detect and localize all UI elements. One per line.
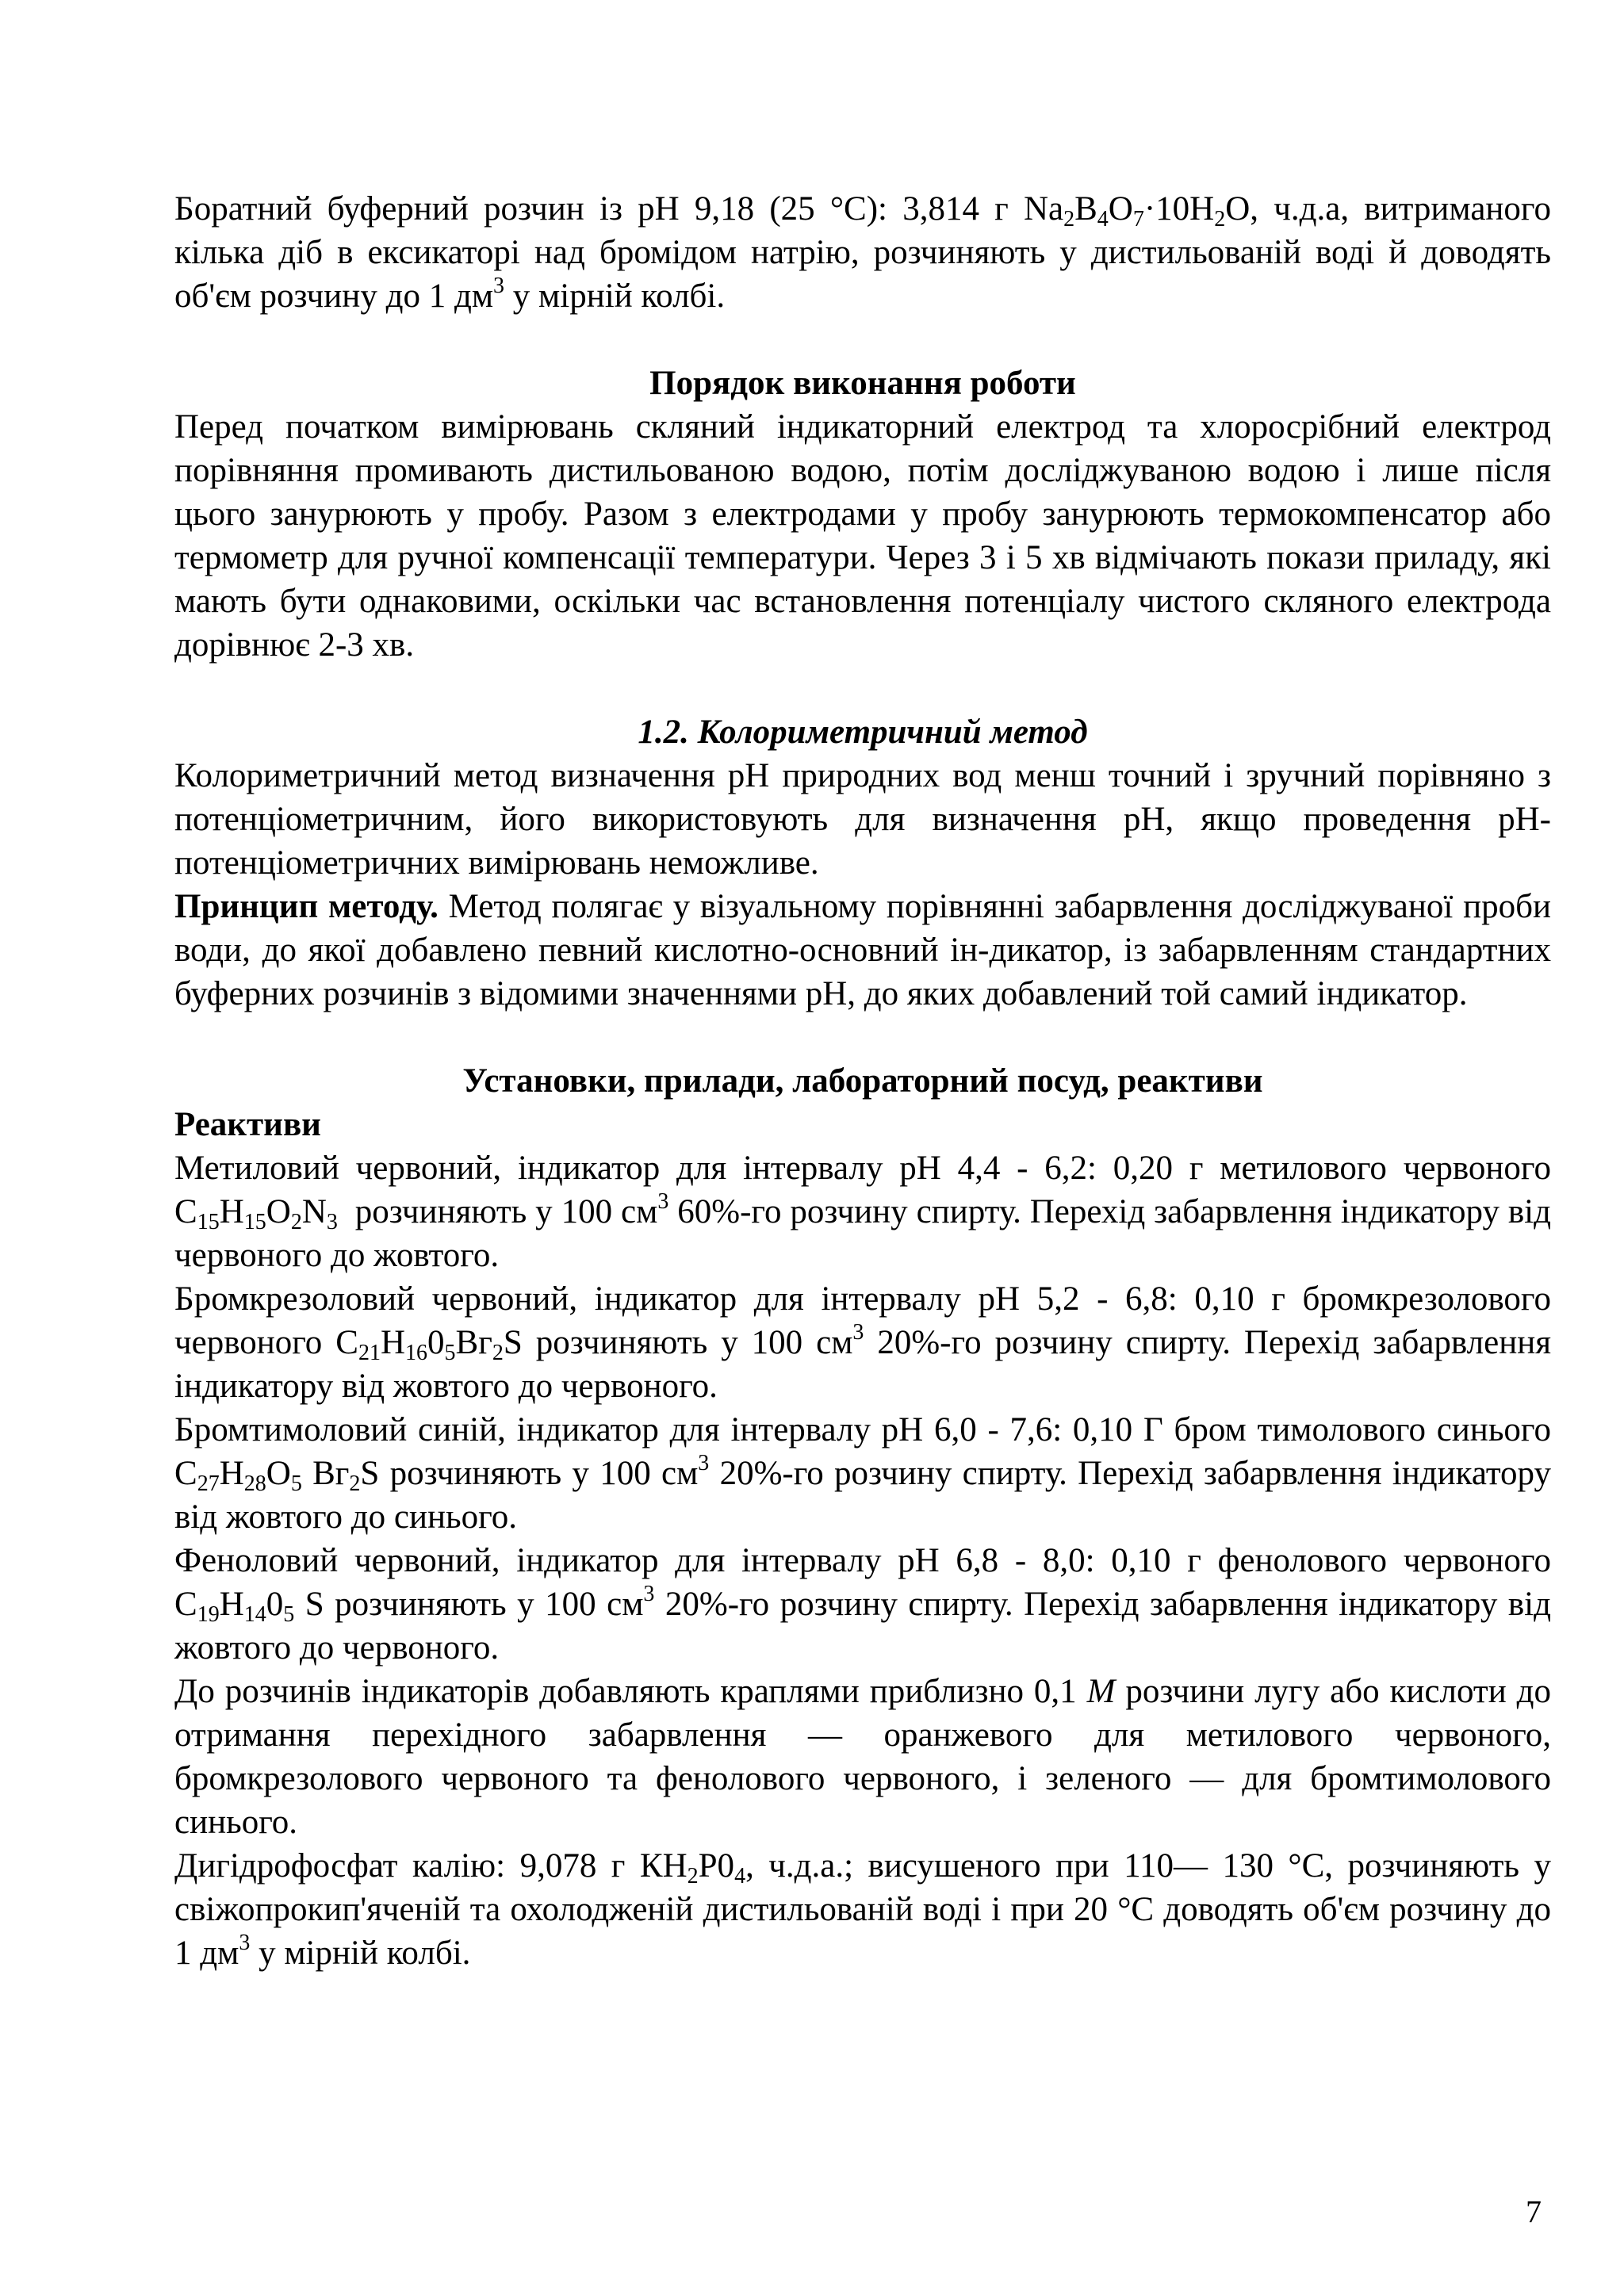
potassium-phosphate-paragraph: Дигідрофосфат калію: 9,078 г $КН_2Р0_4$, ч.д.а.; висушеного при 110— 130 °С, розчиняють у свіжопрокип'яченій та охолодженій дистильованій воді і при 20 °С доводять об'єм розчину до 1 $дм^3$ у мірній колбі.	[174, 1847, 1551, 1972]
principle-label: Принцип методу.	[174, 888, 439, 925]
procedure-paragraph: Перед початком вимірювань скляний індикаторний електрод та хлоросрібний електрод порівняння промивають дистильованою водою, потім досліджуваною водою і лише після цього занурюють у пробу. Разом з електродами у пробу занурюють термокомпенсатор або термометр для ручної компенсації температури. Через 3 і 5 хв відмічають покази приладу, які мають бути однаковими, оскільки час встановлення потенціалу чистого скляного електрода дорівнює 2-3 хв.	[174, 408, 1551, 664]
document-page	[174, 187, 1551, 1975]
colorimetric-paragraph: Колориметричний метод визначення рН природних вод менш точний і зручний порівняно з потенціометричним, його використовують для визначення рН, якщо проведення рН-потенціометричних вимірювань неможливе.	[174, 757, 1551, 882]
colorimetric-heading: 1.2. Колориметричний метод	[638, 714, 1088, 751]
phenol-red-paragraph: Феноловий червоний, індикатор для інтервалу рН 6,8 - 8,0: 0,10 г фенолового червоного $С_{19}Н_{14}0_5$ S розчиняють у 100 $см^3$ 20%-го розчину спирту. Перехід забарвлення індикатору від жовтого до червоного.	[174, 1542, 1551, 1667]
bromcresol-red-paragraph: Бромкрезоловий червоний, індикатор для інтервалу рН 5,2 - 6,8: 0,10 г бромкрезолового червоного $С_{21}Н_{16}0_5Вг_2S$ розчиняють у 100 $см^3$ 20%-го розчину спирту. Перехід забарвлення індикатору від жовтого до червоного.	[174, 1280, 1551, 1405]
bromthymol-blue-paragraph: Бромтимоловий синій, індикатор для інтервалу рН 6,0 - 7,6: 0,10 Г бром тимолового синього $С_{27}Н_{28}О_5$ $Вг_2S$ розчиняють у 100 $см^3$ 20%-го розчину спирту. Перехід забарвлення індикатору від жовтого до синього.	[174, 1411, 1551, 1536]
equipment-heading: Установки, прилади, лабораторний посуд, реактиви	[462, 1062, 1263, 1100]
procedure-heading: Порядок виконання роботи	[649, 365, 1076, 402]
borate-buffer-paragraph: Боратний буферний розчин із рН 9,18 (25 °С): 3,814 г $Na_2B_4O_7\cdot 10H_2O$, ч.д.а, витриманого кілька діб в ексикаторі над бромідом натрію, розчиняють у дистильованій воді й доводять об'єм розчину до 1 $дм^3$ у мірній колбі.	[174, 190, 1551, 315]
principle-paragraph: Принцип методу. Метод полягає у візуальному порівнянні забарвлення досліджуваної проби води, до якої добавлено певний кислотно-основний ін-дикатор, із забарвленням стандартних буферних розчинів з відомими значеннями рН, до яких добавлений той самий індикатор.	[174, 888, 1551, 1012]
indicator-drops-paragraph: До розчинів індикаторів добавляють краплями приблизно 0,1 М розчини лугу або кислоти до отримання перехідного забарвлення — оранжевого для метилового червоного, бромкрезолового червоного та фенолового червоного, і зеленого — для бромтимолового синього.	[174, 1673, 1552, 1841]
page-number: 7	[1526, 2194, 1542, 2229]
methyl-red-paragraph: Метиловий червоний, індикатор для інтервалу рН 4,4 - 6,2: 0,20 г метилового червоного $С_{15}Н_{15}О_2N_3$ розчиняють у 100 $см^3$ 60%-го розчину спирту. Перехід забарвлення індикатору від червоного до жовтого.	[174, 1150, 1551, 1274]
reagents-subheading: Реактиви	[174, 1106, 321, 1143]
